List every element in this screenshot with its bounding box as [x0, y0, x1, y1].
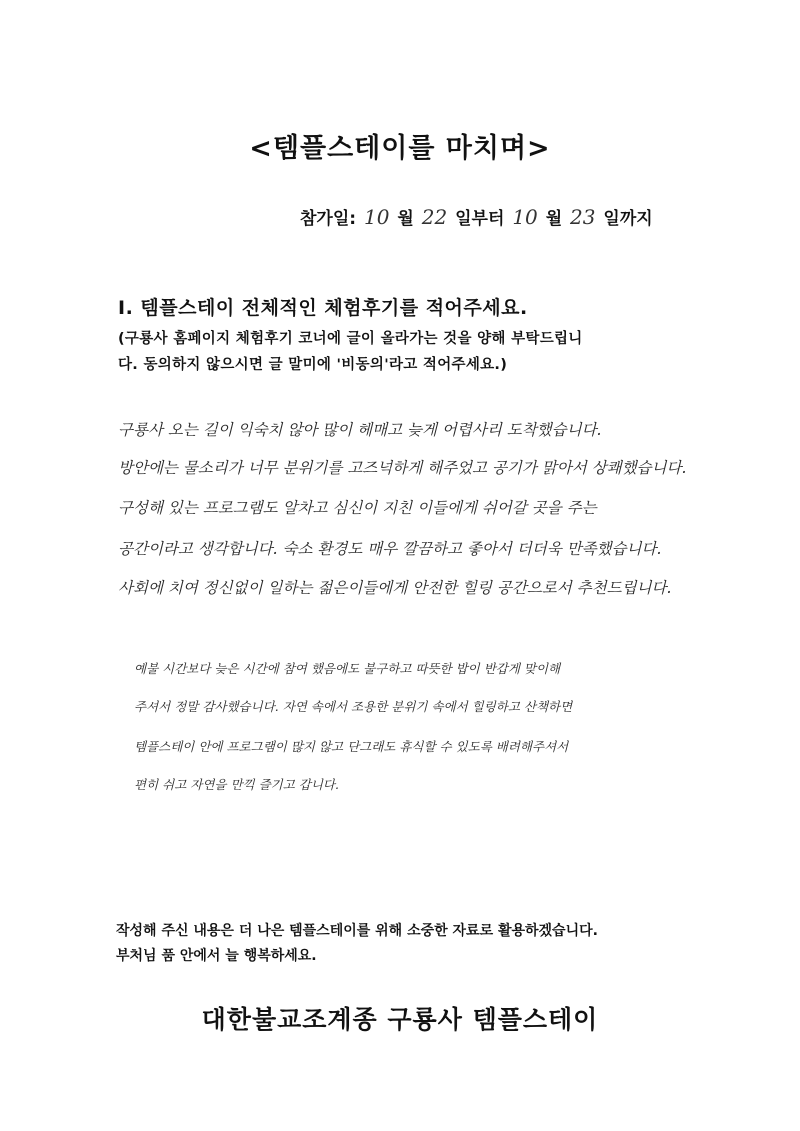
form-title: <템플스테이를 마치며> [249, 133, 551, 164]
question-note-line: 다. 동의하지 않으시면 글 말미에 '비동의'라고 적어주세요.) [118, 357, 508, 373]
handwritten-review-line: 구성해 있는 프로그램도 알차고 심신이 지친 이들에게 쉬어갈 곳을 주는 [118, 499, 597, 517]
handwritten-review-line: 편히 쉬고 자연을 만끽 즐기고 갑니다. [134, 777, 339, 792]
to-text: 일까지 [603, 209, 653, 229]
participation-dates [300, 204, 653, 229]
handwritten-review-line: 주셔서 정말 감사했습니다. 자연 속에서 조용한 분위기 속에서 힐링하고 산책하면 [134, 699, 573, 714]
question-heading: I. 템플스테이 전체적인 체험후기를 적어주세요. [118, 297, 528, 319]
end-month-handwritten: 10 [512, 205, 538, 229]
month-unit-1: 월 [397, 209, 414, 229]
organization-name: 대한불교조계종 구룡사 템플스테이 [201, 1005, 599, 1034]
handwritten-review-line: 방안에는 물소리가 너무 분위기를 고즈넉하게 해주었고 공기가 맑아서 상쾌했습니다. [118, 459, 687, 477]
handwritten-review-line: 구룡사 오는 길이 익숙치 않아 많이 헤매고 늦게 어렵사리 도착했습니다. [118, 421, 602, 439]
handwritten-review-line: 템플스테이 안에 프로그램이 많지 않고 단그래도 휴식할 수 있도록 배려해주셔서 [134, 739, 569, 754]
start-day-handwritten: 22 [421, 205, 448, 229]
footer-note [116, 919, 598, 969]
footer-note-line: 작성해 주신 내용은 더 나은 템플스테이를 위해 소중한 자료로 활용하겠습니다. [116, 923, 598, 939]
footer-note-line: 부처님 품 안에서 늘 행복하세요. [116, 948, 317, 964]
handwritten-review-line: 공간이라고 생각합니다. 숙소 환경도 매우 깔끔하고 좋아서 더더욱 만족했습니다. [118, 540, 662, 558]
month-unit-2: 월 [545, 209, 563, 229]
dates-label: 참가일: [300, 209, 357, 229]
handwritten-review-line: 예불 시간보다 늦은 시간에 참여 했음에도 불구하고 따뜻한 밥이 반갑게 맞이해 [134, 661, 561, 676]
start-month-handwritten: 10 [364, 205, 390, 229]
question-note [118, 326, 718, 378]
from-text: 일부터 [455, 209, 505, 229]
end-day-handwritten: 23 [570, 205, 596, 229]
handwritten-review-line: 사회에 치여 정신없이 일하는 젊은이들에게 안전한 힐링 공간으로서 추천드립니다. [118, 579, 672, 597]
question-note-line: (구룡사 홈페이지 체험후기 코너에 글이 올라가는 것을 양해 부탁드립니 [118, 331, 583, 347]
